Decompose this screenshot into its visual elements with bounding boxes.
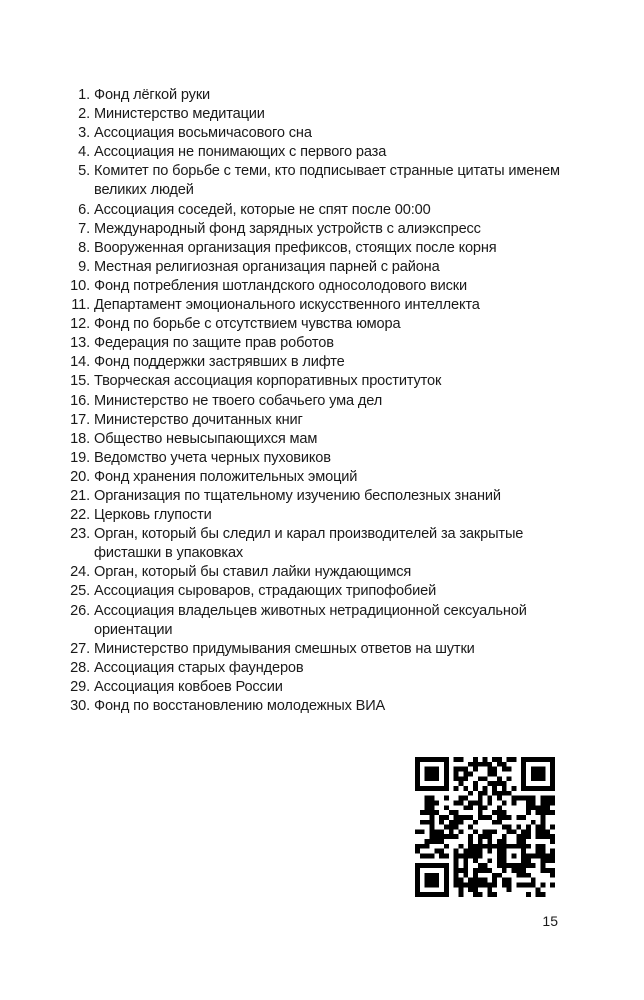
list-item-number: 24. <box>70 564 90 581</box>
list-item-number: 6. <box>78 201 90 218</box>
list-item-text: Ассоциация владельцев животных нетрадиционной сексуальной ориентации <box>94 602 527 638</box>
list-item <box>62 296 562 315</box>
list-item-text: Орган, который бы ставил лайки нуждающимся <box>94 564 412 581</box>
list-item-number: 5. <box>78 163 90 180</box>
list-item-number: 30. <box>70 698 90 714</box>
list-item-number: 12. <box>70 316 90 333</box>
list-item-number: 17. <box>70 411 90 428</box>
list-item <box>62 143 562 162</box>
list-item <box>62 162 562 200</box>
list-item <box>62 124 562 143</box>
list-item-number: 8. <box>78 239 90 256</box>
list-item-text: Фонд по восстановлению молодежных ВИА <box>94 698 386 714</box>
list-item-text: Фонд потребления шотландского односолодового виски <box>94 277 467 294</box>
list-item <box>62 334 562 353</box>
organization-list <box>62 86 562 716</box>
list-item-text: Вооруженная организация префиксов, стоящих после корня <box>94 239 497 256</box>
list-item-number: 3. <box>78 125 90 142</box>
list-item-number: 22. <box>70 507 90 524</box>
list-item <box>62 201 562 220</box>
list-item-text: Министерство дочитанных книг <box>94 411 303 428</box>
list-item <box>62 411 562 430</box>
list-item <box>62 563 562 582</box>
list-item-number: 10. <box>70 277 90 294</box>
list-item <box>62 372 562 391</box>
list-item-number: 25. <box>70 583 90 600</box>
list-item <box>62 678 562 697</box>
list-item-text: Международный фонд зарядных устройств с алиэкспресс <box>94 220 481 237</box>
list-item <box>62 602 562 640</box>
list-item-text: Орган, который бы следил и карал производителей за закрытые фисташки в упаковках <box>94 526 524 562</box>
list-item-number: 27. <box>70 640 90 657</box>
page-number: 15 <box>542 913 558 929</box>
list-item <box>62 430 562 449</box>
list-item-number: 21. <box>70 487 90 504</box>
qr-code-icon <box>415 757 555 897</box>
list-item-text: Ассоциация не понимающих с первого раза <box>94 144 387 161</box>
list-item-number: 20. <box>70 468 90 485</box>
list-item <box>62 487 562 506</box>
list-item <box>62 277 562 296</box>
list-item-number: 11. <box>71 297 90 314</box>
list-item-number: 7. <box>78 220 90 237</box>
list-item <box>62 353 562 372</box>
list-item-number: 2. <box>78 106 90 123</box>
list-item-text: Творческая ассоциация корпоративных проституток <box>94 373 442 390</box>
list-item-number: 23. <box>70 526 90 543</box>
list-item-text: Ассоциация ковбоев России <box>94 678 283 695</box>
list-item-text: Комитет по борьбе с теми, кто подписывает странные цитаты именем великих людей <box>94 163 560 199</box>
list-item-text: Ассоциация сыроваров, страдающих трипофобией <box>94 583 437 600</box>
list-item <box>62 392 562 411</box>
list-item-number: 4. <box>78 144 90 161</box>
list-item <box>62 105 562 124</box>
list-item-text: Министерство медитации <box>94 106 265 123</box>
list-item-text: Министерство придумывания смешных ответов на шутки <box>94 640 475 657</box>
list-item-number: 18. <box>70 430 90 447</box>
list-item <box>62 258 562 277</box>
list-item-text: Департамент эмоционального искусственного интеллекта <box>94 297 480 314</box>
list-item-number: 26. <box>70 602 90 619</box>
list-item <box>62 449 562 468</box>
list-item <box>62 640 562 659</box>
list-item-number: 14. <box>70 354 90 371</box>
list-item <box>62 582 562 601</box>
list-item-text: Фонд хранения положительных эмоций <box>94 468 358 485</box>
list-item-number: 28. <box>70 659 90 676</box>
list-item-number: 19. <box>70 449 90 466</box>
list-item-text: Общество невысыпающихся мам <box>94 430 318 447</box>
list-item <box>62 239 562 258</box>
list-item-text: Церковь глупости <box>94 507 212 524</box>
list-item-text: Министерство не твоего собачьего ума дел <box>94 392 383 409</box>
list-item-number: 15. <box>70 373 90 390</box>
list-item <box>62 659 562 678</box>
list-item <box>62 525 562 563</box>
list-item-text: Организация по тщательному изучению бесполезных знаний <box>94 487 501 504</box>
list-item-text: Ассоциация восьмичасового сна <box>94 125 312 142</box>
list-item-number: 13. <box>70 335 90 352</box>
list-item-number: 1. <box>78 87 90 103</box>
list-item-text: Местная религиозная организация парней с района <box>94 258 440 275</box>
list-item <box>62 697 562 716</box>
list-item-text: Фонд по борьбе с отсутствием чувства юмора <box>94 316 401 333</box>
list-item <box>62 315 562 334</box>
list-item <box>62 220 562 239</box>
list-item <box>62 506 562 525</box>
list-item-text: Федерация по защите прав роботов <box>94 335 334 352</box>
list-item-text: Фонд лёгкой руки <box>94 87 211 103</box>
list-item <box>62 86 562 105</box>
list-item-number: 16. <box>70 392 90 409</box>
list-item-text: Ассоциация соседей, которые не спят после 00:00 <box>94 201 431 218</box>
list-item-number: 29. <box>70 678 90 695</box>
list-item-text: Ведомство учета черных пуховиков <box>94 449 331 466</box>
list-item-number: 9. <box>78 258 90 275</box>
list-item-text: Ассоциация старых фаундеров <box>94 659 304 676</box>
list-item-text: Фонд поддержки застрявших в лифте <box>94 354 345 371</box>
list-item <box>62 468 562 487</box>
